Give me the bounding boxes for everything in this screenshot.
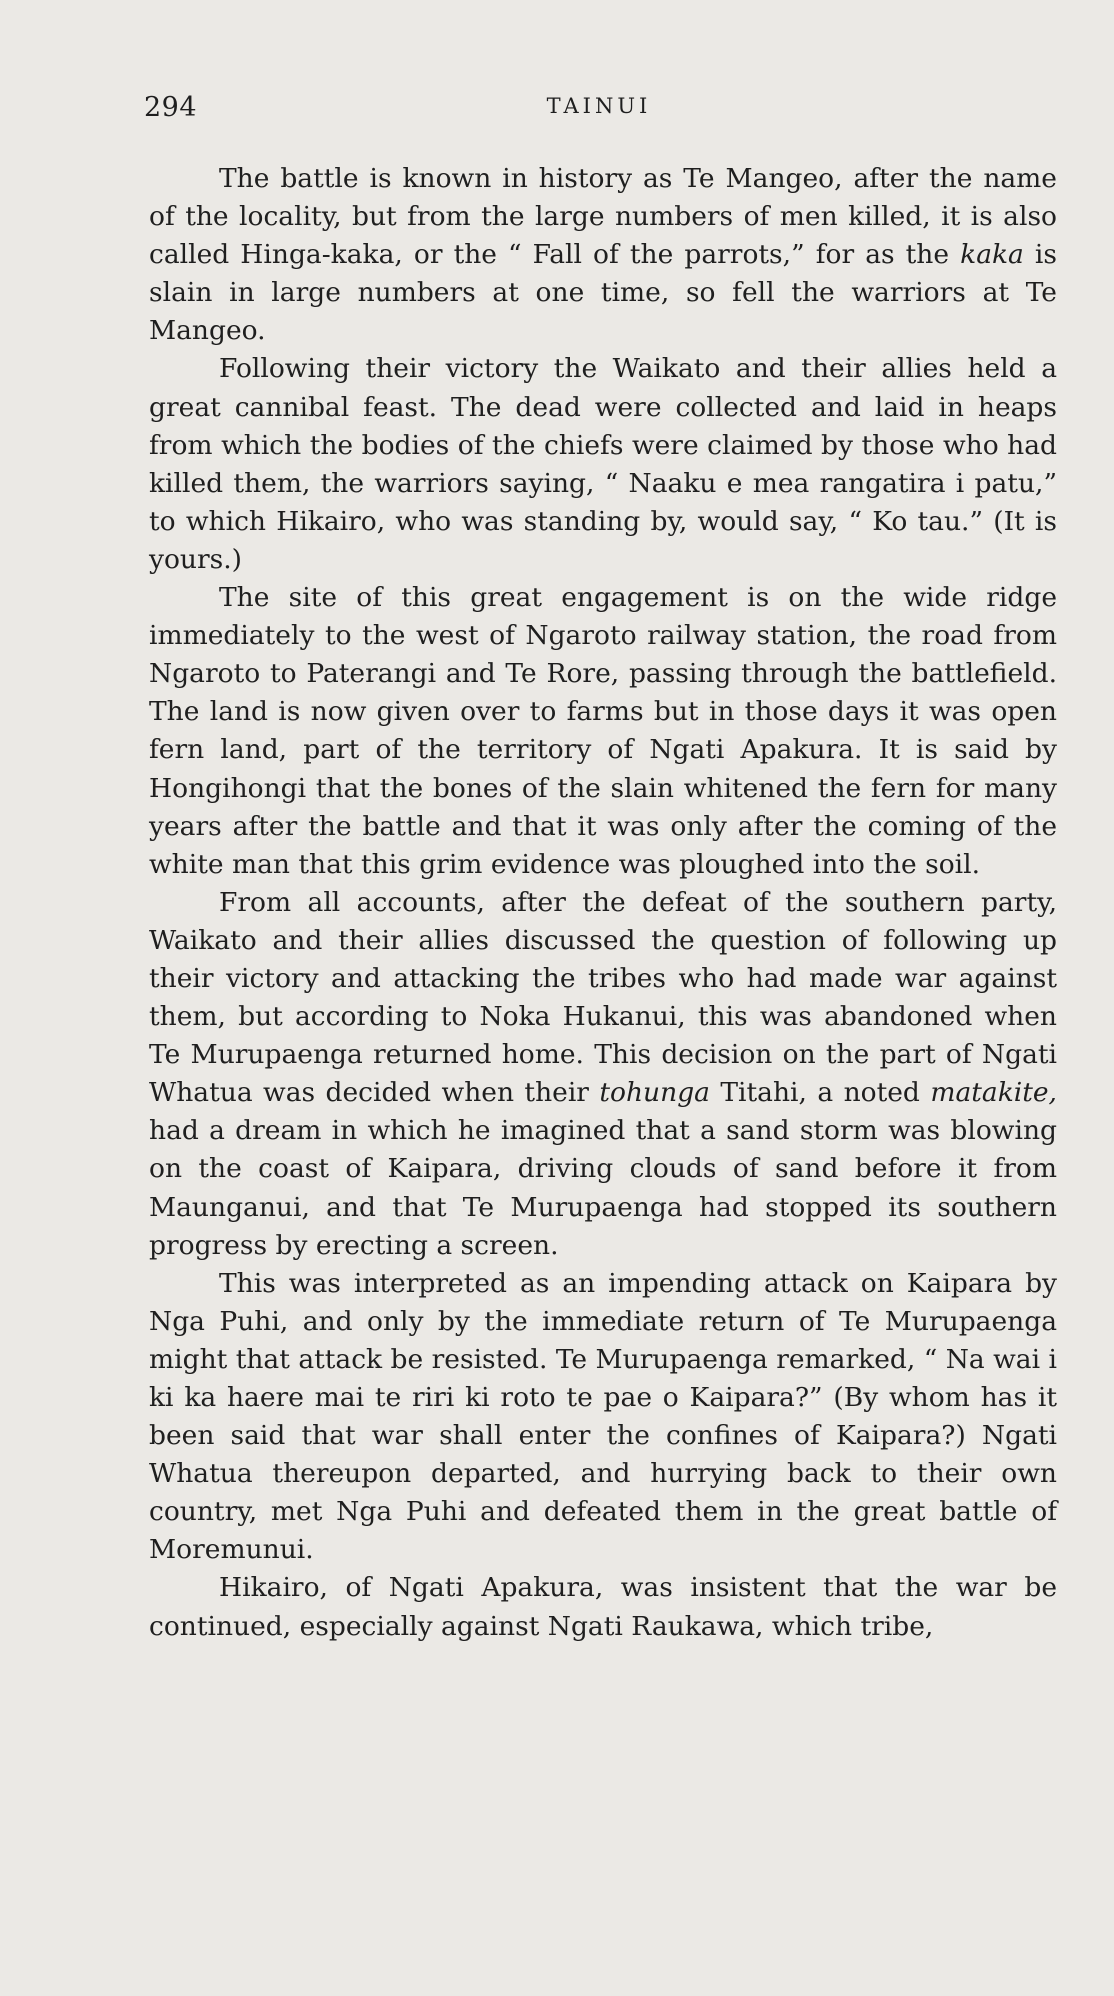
text-run: The battle is known in history as Te Mangeo, after the name of the locality, but from the large numbers of men killed, it is also called Hinga-kaka, or the “ Fall of the parrots,” for as the xyxy=(149,163,1057,271)
text-run: Titahi, a noted xyxy=(709,1077,931,1109)
paragraph xyxy=(149,884,1057,1265)
text-run: From all accounts, after the defeat of the southern party, Waikato and their allies discussed the question of following up their victory and attacking the tribes who had made war against them, but according to Noka Hukanui, this was abandoned when Te Murupaenga returned home. This decision on the part of Ngati Whatua was decided when their xyxy=(149,886,1057,1109)
text-run: is slain in large numbers at one time, so fell the warriors at Te Mangeo. xyxy=(149,239,1058,347)
body-text xyxy=(149,160,1057,1646)
italic-term: tohunga xyxy=(599,1077,710,1109)
paragraph xyxy=(149,1265,1057,1570)
paragraph xyxy=(149,350,1057,579)
page-number: 294 xyxy=(144,92,198,123)
paragraph xyxy=(149,160,1057,350)
paragraph xyxy=(149,1569,1057,1645)
text-run: This was interpreted as an impending attack on Kaipara by Nga Puhi, and only by the immediate return of Te Murupaenga might that attack be resisted. Te Murupaenga remarked, “ Na wai i ki ka haere mai te riri ki roto te pae o Kaipara?” (By whom has it been said that war shall enter the confines of Kaipara?) Ngati Whatua thereupon departed, and hurrying back to their own country, met Nga Puhi and defeated them in the great battle of Moremunui. xyxy=(149,1267,1057,1566)
text-run: The site of this great engagement is on the wide ridge immediately to the west of Ngaroto railway station, the road from Ngaroto to Paterangi and Te Rore, passing through the battlefield. The land is now given over to farms but in those days it was open fern land, part of the territory of Ngati Apakura. It is said by Hongihongi that the bones of the slain whitened the fern for many years after the battle and that it was only after the coming of the white man that this grim evidence was ploughed into the soil. xyxy=(149,582,1057,880)
italic-term: matakite, xyxy=(930,1077,1057,1109)
text-run: had a dream in which he imagined that a sand storm was blowing on the coast of Kaipara, driving clouds of sand before it from Maunganui, and that Te Murupaenga had stopped its southern progress by erecting a screen. xyxy=(149,1115,1057,1261)
paragraph xyxy=(149,579,1057,884)
italic-term: kaka xyxy=(960,239,1024,271)
text-run: Hikairo, of Ngati Apakura, was insistent that the war be continued, especially against Ngati Raukawa, which tribe, xyxy=(149,1572,1057,1642)
page-header xyxy=(144,92,1054,132)
running-title: TAINUI xyxy=(546,94,652,118)
text-run: Following their victory the Waikato and their allies held a great cannibal feast. The dead were collected and laid in heaps from which the bodies of the chiefs were claimed by those who had killed them, the warriors saying, “ Naaku e mea rangatira i patu,” to which Hikairo, who was standing by, would say, “ Ko tau.” (It is yours.) xyxy=(149,353,1057,575)
